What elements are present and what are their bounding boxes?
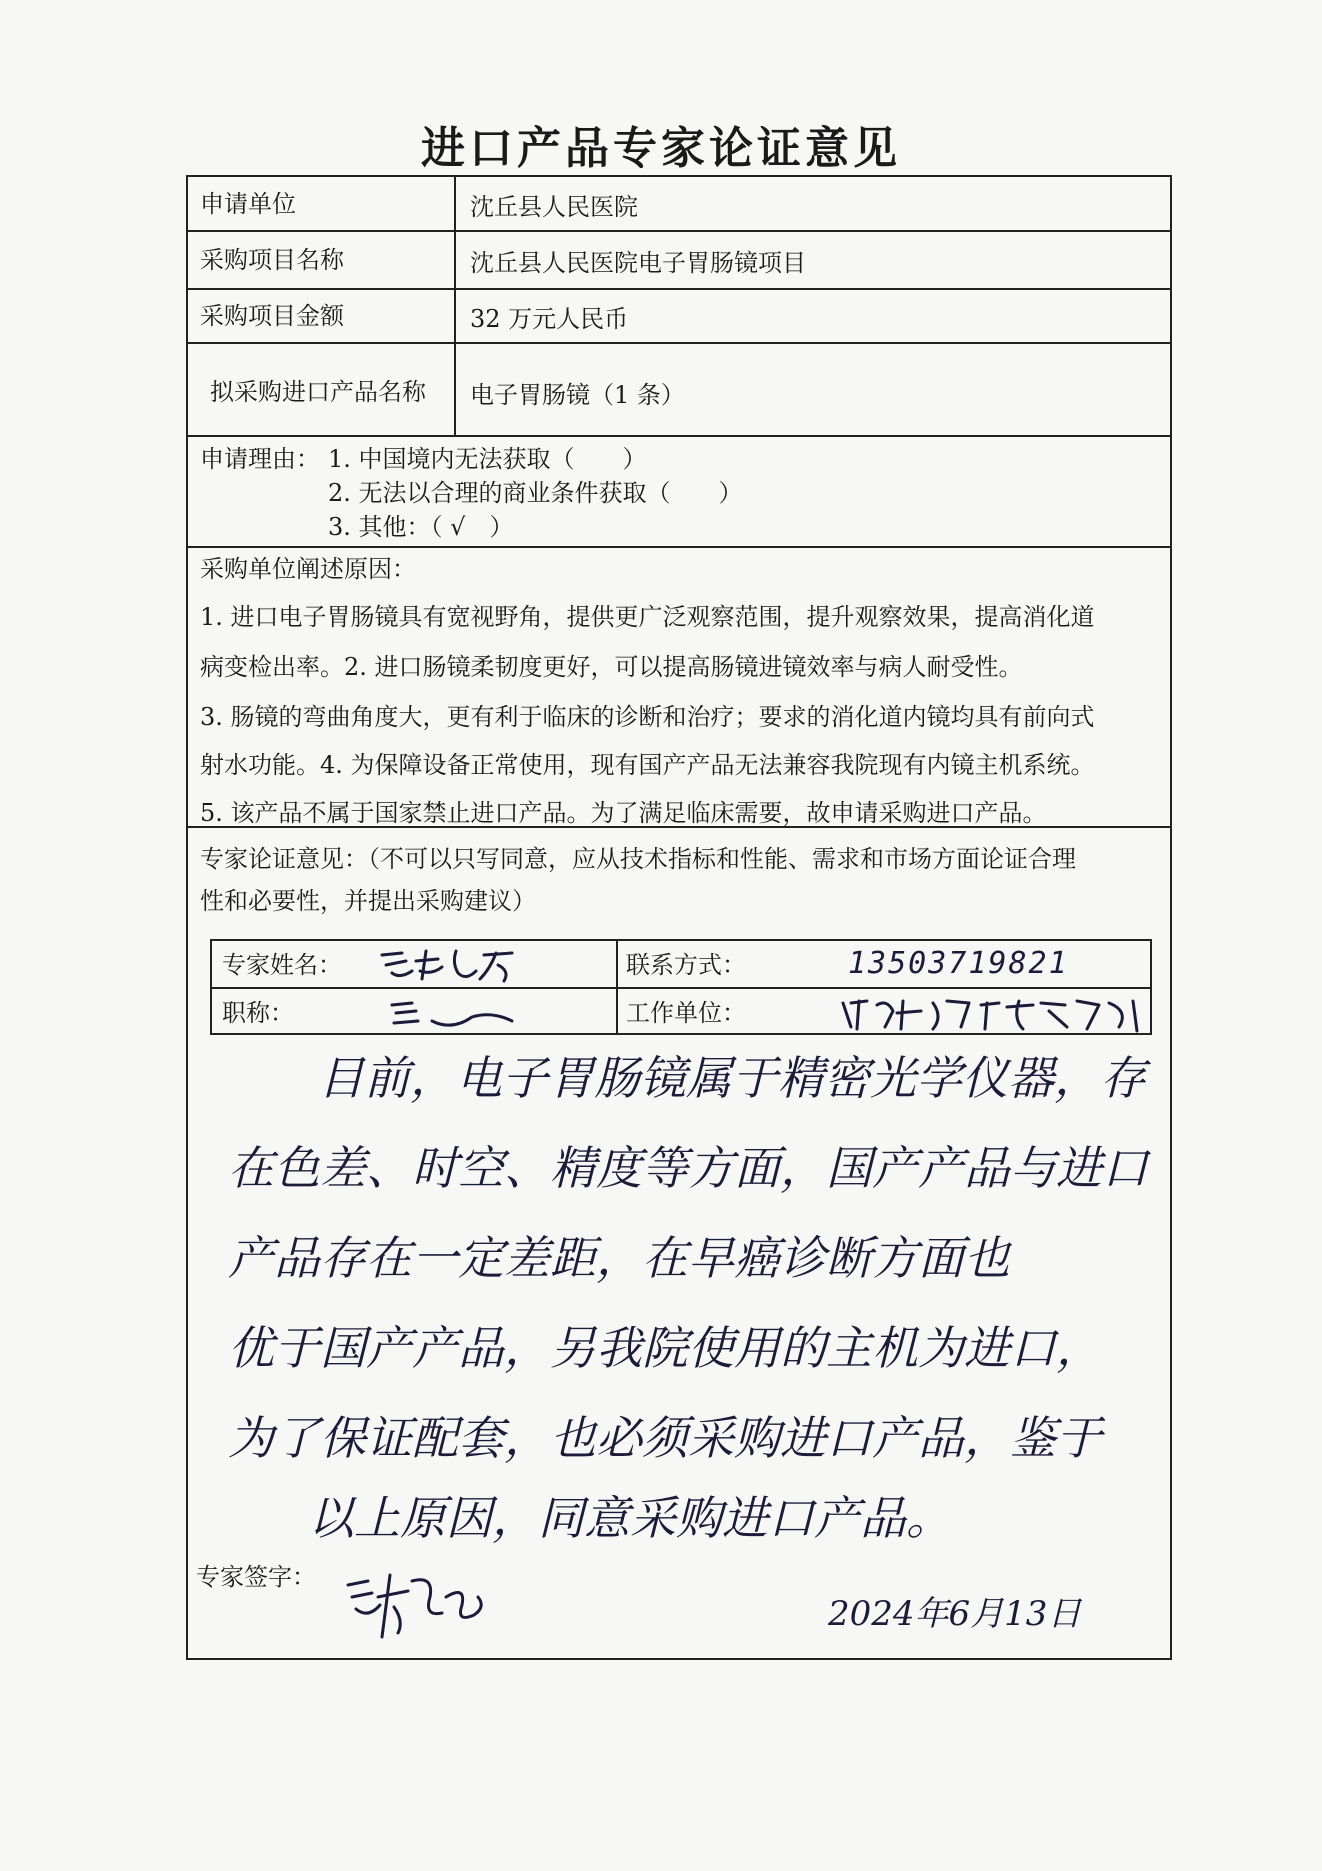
contact-value: 13503719821: [848, 946, 1069, 981]
handwritten-opinion-line: 为了保证配套，也必须采购进口产品，鉴于: [228, 1411, 1102, 1465]
row-divider: [188, 546, 1170, 548]
signature-date: 2024年6月13日: [828, 1594, 1082, 1634]
expert-name-handwriting-icon: [372, 943, 572, 987]
handwritten-opinion-line: 产品存在一定差距，在早癌诊断方面也: [228, 1231, 1010, 1285]
workplace-label: 工作单位：: [626, 999, 746, 1027]
reason-item: 1. 中国境内无法获取（ ）: [328, 445, 647, 473]
row-divider: [188, 342, 1170, 344]
contact-label: 联系方式：: [626, 951, 746, 979]
handwritten-opinion-line: 在色差、时空、精度等方面，国产产品与进口: [228, 1141, 1148, 1195]
reason-item: 3. 其他：（ √ ）: [328, 513, 514, 541]
product-value: 电子胃肠镜（1 条）: [470, 381, 685, 409]
amount-label: 采购项目金额: [200, 302, 344, 330]
statement-line: 5. 该产品不属于国家禁止进口产品。为了满足临床需要，故申请采购进口产品。: [200, 799, 1047, 827]
handwritten-opinion-line: 优于国产产品，另我院使用的主机为进口，: [228, 1321, 1102, 1375]
document-title: 进口产品专家论证意见: [421, 123, 901, 174]
signature-label: 专家签字：: [196, 1563, 316, 1591]
statement-line: 射水功能。4. 为保障设备正常使用，现有国产产品无法兼容我院现有内镜主机系统。: [200, 751, 1095, 779]
row-divider: [188, 435, 1170, 437]
project-name-label: 采购项目名称: [200, 246, 344, 274]
product-label: 拟采购进口产品名称: [210, 378, 426, 406]
signature-handwriting-icon: [338, 1567, 498, 1647]
expert-opinion-label-cont: 性和必要性，并提出采购建议）: [200, 887, 536, 915]
reasons-label: 申请理由：: [200, 445, 320, 473]
applicant-label: 申请单位: [200, 190, 296, 218]
statement-line: 1. 进口电子胃肠镜具有宽视野角，提供更广泛观察范围，提升观察效果，提高消化道: [200, 603, 1095, 631]
handwritten-opinion-line: 目前，电子胃肠镜属于精密光学仪器，存: [318, 1051, 1146, 1105]
expert-info-table: [210, 939, 1152, 1035]
expert-name-label: 专家姓名：: [222, 951, 342, 979]
purchaser-statement-label: 采购单位阐述原因：: [200, 555, 416, 583]
form-frame: [186, 175, 1172, 1660]
applicant-value: 沈丘县人民医院: [470, 193, 638, 221]
expert-opinion-label: 专家论证意见：（不可以只写同意，应从技术指标和性能、需求和市场方面论证合理: [200, 845, 1076, 873]
project-name-value: 沈丘县人民医院电子胃肠镜项目: [470, 249, 806, 277]
job-title-handwriting-icon: [372, 991, 572, 1035]
row-divider: [212, 987, 1150, 989]
amount-value: 32 万元人民币: [470, 305, 629, 333]
row-divider: [188, 288, 1170, 290]
column-divider: [454, 177, 456, 435]
workplace-handwriting-icon: [837, 991, 1157, 1035]
reason-item: 2. 无法以合理的商业条件获取（ ）: [328, 479, 743, 507]
statement-line: 3. 肠镜的弯曲角度大，更有利于临床的诊断和治疗；要求的消化道内镜均具有前向式: [200, 703, 1095, 731]
job-title-label: 职称：: [222, 999, 294, 1027]
statement-line: 病变检出率。2. 进口肠镜柔韧度更好，可以提高肠镜进镜效率与病人耐受性。: [200, 653, 1023, 681]
column-divider: [616, 941, 618, 1033]
handwritten-opinion-line: 以上原因，同意采购进口产品。: [308, 1491, 952, 1545]
row-divider: [188, 230, 1170, 232]
